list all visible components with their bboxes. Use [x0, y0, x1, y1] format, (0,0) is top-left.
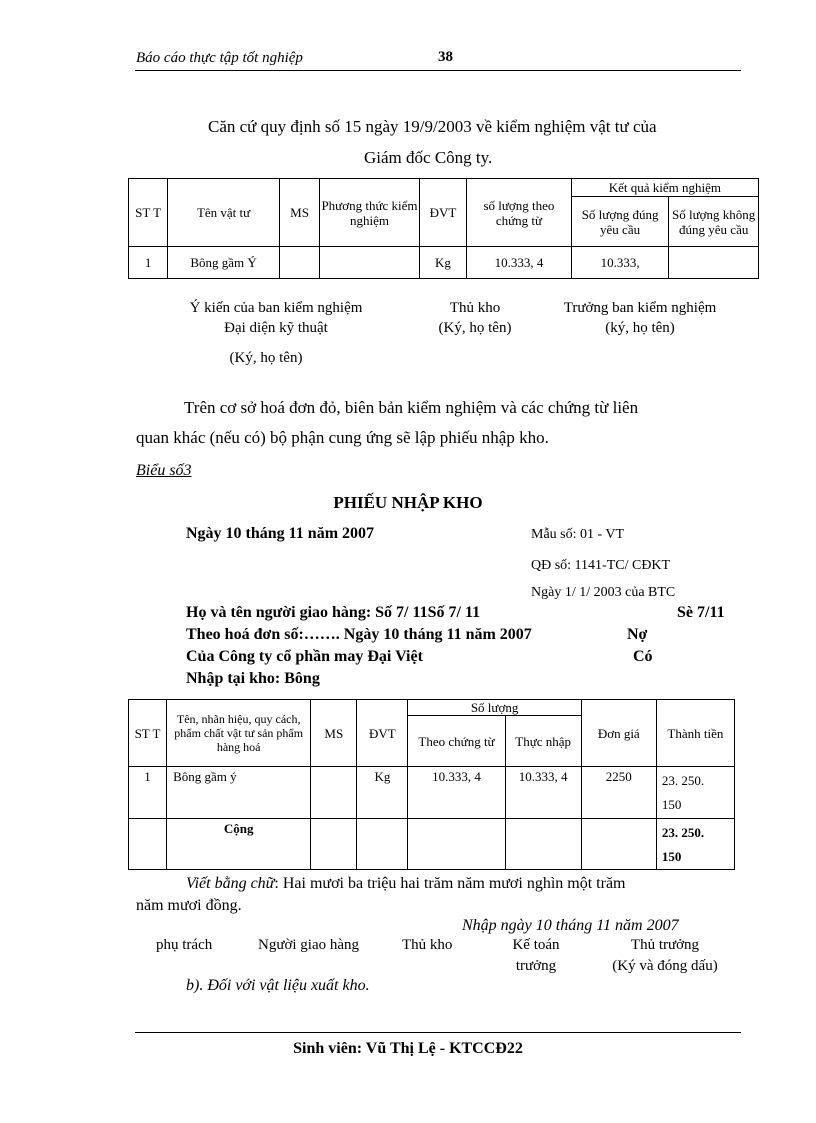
cell2-thanhtien [656, 767, 734, 819]
no: Nợ [627, 626, 648, 643]
cell2-dongia: 2250 [581, 767, 656, 819]
header-title: Báo cáo thực tập tốt nghiệp [136, 50, 303, 66]
th-khong-dung: Số lượng không đúng yêu cầu [669, 197, 759, 247]
phieu-date: Ngày 10 tháng 11 năm 2007 [186, 525, 375, 542]
viet-bang-chu-line-2: năm mươi đồng. [136, 897, 242, 914]
cell-khong [669, 247, 759, 279]
cell2-total-label: Cộng [167, 819, 311, 870]
cell-ten: Bông gầm Ý [168, 247, 280, 279]
so-phieu: Sè 7/11 [677, 604, 725, 621]
co: Có [633, 648, 653, 665]
th2-don-gia: Đơn giá [581, 700, 656, 767]
th-dvt: ĐVT [419, 179, 466, 247]
qd-so: QĐ số: 1141-TC/ CĐKT [531, 558, 671, 573]
cell2-thucnhap: 10.333, 4 [505, 767, 581, 819]
th2-ten: Tên, nhãn hiệu, quy cách, phẩm chất vật tư sản phẩm hàng hoá [167, 700, 311, 767]
th2-ms: MS [311, 700, 357, 767]
th-stt: ST T [129, 179, 168, 247]
cell2-total-stt [129, 819, 167, 870]
cell2-total-theoct [408, 819, 505, 870]
sign2-ketoan-1: Kế toán [512, 937, 560, 953]
th-ket-qua: Kết quả kiểm nghiệm [571, 179, 758, 197]
ngay-qd: Ngày 1/ 1/ 2003 của BTC [531, 585, 676, 600]
cell2-ms [311, 767, 357, 819]
para-line-1: Trên cơ sở hoá đơn đỏ, biên bản kiểm nghiệm và các chứng từ liên [184, 398, 639, 417]
cell2-total-thanhtien [656, 819, 734, 870]
cua-cong-ty: Của Công ty cổ phần may Đại Việt [186, 648, 423, 665]
table-row [129, 247, 759, 279]
th-phuong-thuc: Phương thức kiểm nghiệm [320, 179, 420, 247]
sign2-kydong: (Ký và đóng dấu) [612, 958, 718, 974]
sign-kyten-1: (Ký, họ tên) [229, 350, 303, 366]
th-so-luong: số lượng theo chứng từ [467, 179, 572, 247]
th2-thuc-nhap: Thực nhập [505, 716, 581, 767]
sign-kyten-3: (ký, họ tên) [605, 320, 675, 336]
footer-text: Sinh viên: Vũ Thị Lệ - KTCCĐ22 [293, 1040, 523, 1057]
receipt-table [128, 699, 735, 870]
total-line1: 23. 250. [661, 825, 705, 840]
sign2-nguoigiao: Người giao hàng [258, 937, 360, 953]
th-dung-yeu-cau: Số lượng đúng yêu cầu [571, 197, 669, 247]
section-b: b). Đối với vật liệu xuất kho. [186, 977, 370, 994]
cell2-ten: Bông gầm ý [167, 767, 311, 819]
cell-ms [279, 247, 319, 279]
theo-hoa-don: Theo hoá đơn số:……. Ngày 10 tháng 11 năm 2007 [186, 626, 532, 643]
nhap-tai-kho: Nhập tại kho: Bông [186, 670, 320, 687]
page-number: 38 [438, 49, 453, 65]
thanhtien-line2: 150 [661, 797, 682, 812]
sign-thukho: Thủ kho [449, 300, 501, 316]
th2-so-luong: Số lượng [408, 700, 581, 716]
inspection-table [128, 178, 759, 279]
sign-truongban: Trưởng ban kiểm nghiệm [563, 300, 717, 316]
table-total-row [129, 819, 735, 870]
total-line2: 150 [661, 849, 682, 864]
sign-daidien: Đại diện kỹ thuật [224, 320, 328, 336]
sign-kyten-2: (Ký, họ tên) [438, 320, 512, 336]
sign-ykien: Ý kiến của ban kiểm nghiệm [189, 300, 363, 316]
th2-thanh-tien: Thành tiền [656, 700, 734, 767]
sign2-ketoan-2: trưởng [515, 958, 557, 974]
viet-bang-chu-label: Viết bằng chữ [186, 875, 275, 892]
mau-so: Mẫu số: 01 - VT [531, 527, 625, 542]
cell2-total-ms [311, 819, 357, 870]
cell-sl: 10.333, 4 [467, 247, 572, 279]
cell2-total-dvt [357, 819, 408, 870]
table-row [129, 767, 735, 819]
intro-line-2: Giám đốc Công ty. [364, 148, 493, 167]
para-line-2: quan khác (nếu có) bộ phận cung ứng sẽ lập phiếu nhập kho. [136, 428, 549, 447]
cell-dvt: Kg [419, 247, 466, 279]
intro-line-1: Căn cứ quy định số 15 ngày 19/9/2003 về kiểm nghiệm vật tư của [208, 117, 657, 136]
bieu-so: Biểu số3 [136, 462, 192, 479]
viet-bang-chu-text: : Hai mươi ba triệu hai trăm năm mươi nghìn một trăm [274, 875, 626, 892]
cell-stt: 1 [129, 247, 168, 279]
th2-stt: ST T [129, 700, 167, 767]
cell2-theoct: 10.333, 4 [408, 767, 505, 819]
phieu-title: PHIẾU NHẬP KHO [333, 493, 483, 512]
cell-dung: 10.333, [571, 247, 669, 279]
th-ten-vat-tu: Tên vật tư [168, 179, 280, 247]
th2-theo-chung-tu: Theo chứng từ [408, 716, 505, 767]
cell2-stt: 1 [129, 767, 167, 819]
th-ms: MS [279, 179, 319, 247]
thanhtien-line1: 23. 250. [661, 773, 705, 788]
sign2-thukho: Thủ kho [402, 937, 453, 953]
cell2-total-dongia [581, 819, 656, 870]
th2-dvt: ĐVT [357, 700, 408, 767]
sign2-thutruong: Thủ trưởng [630, 937, 700, 953]
cell2-dvt: Kg [357, 767, 408, 819]
footer-divider [135, 1032, 741, 1033]
header-divider [135, 70, 741, 71]
ho-ten-giao-hang: Họ và tên người giao hàng: Số 7/ 11Số 7/ 11 [186, 604, 481, 621]
viet-bang-chu [186, 875, 626, 893]
nhap-ngay: Nhập ngày 10 tháng 11 năm 2007 [462, 917, 679, 934]
cell-pt [320, 247, 420, 279]
sign2-phutrach: phụ trách [156, 937, 213, 953]
cell2-total-thucnhap [505, 819, 581, 870]
